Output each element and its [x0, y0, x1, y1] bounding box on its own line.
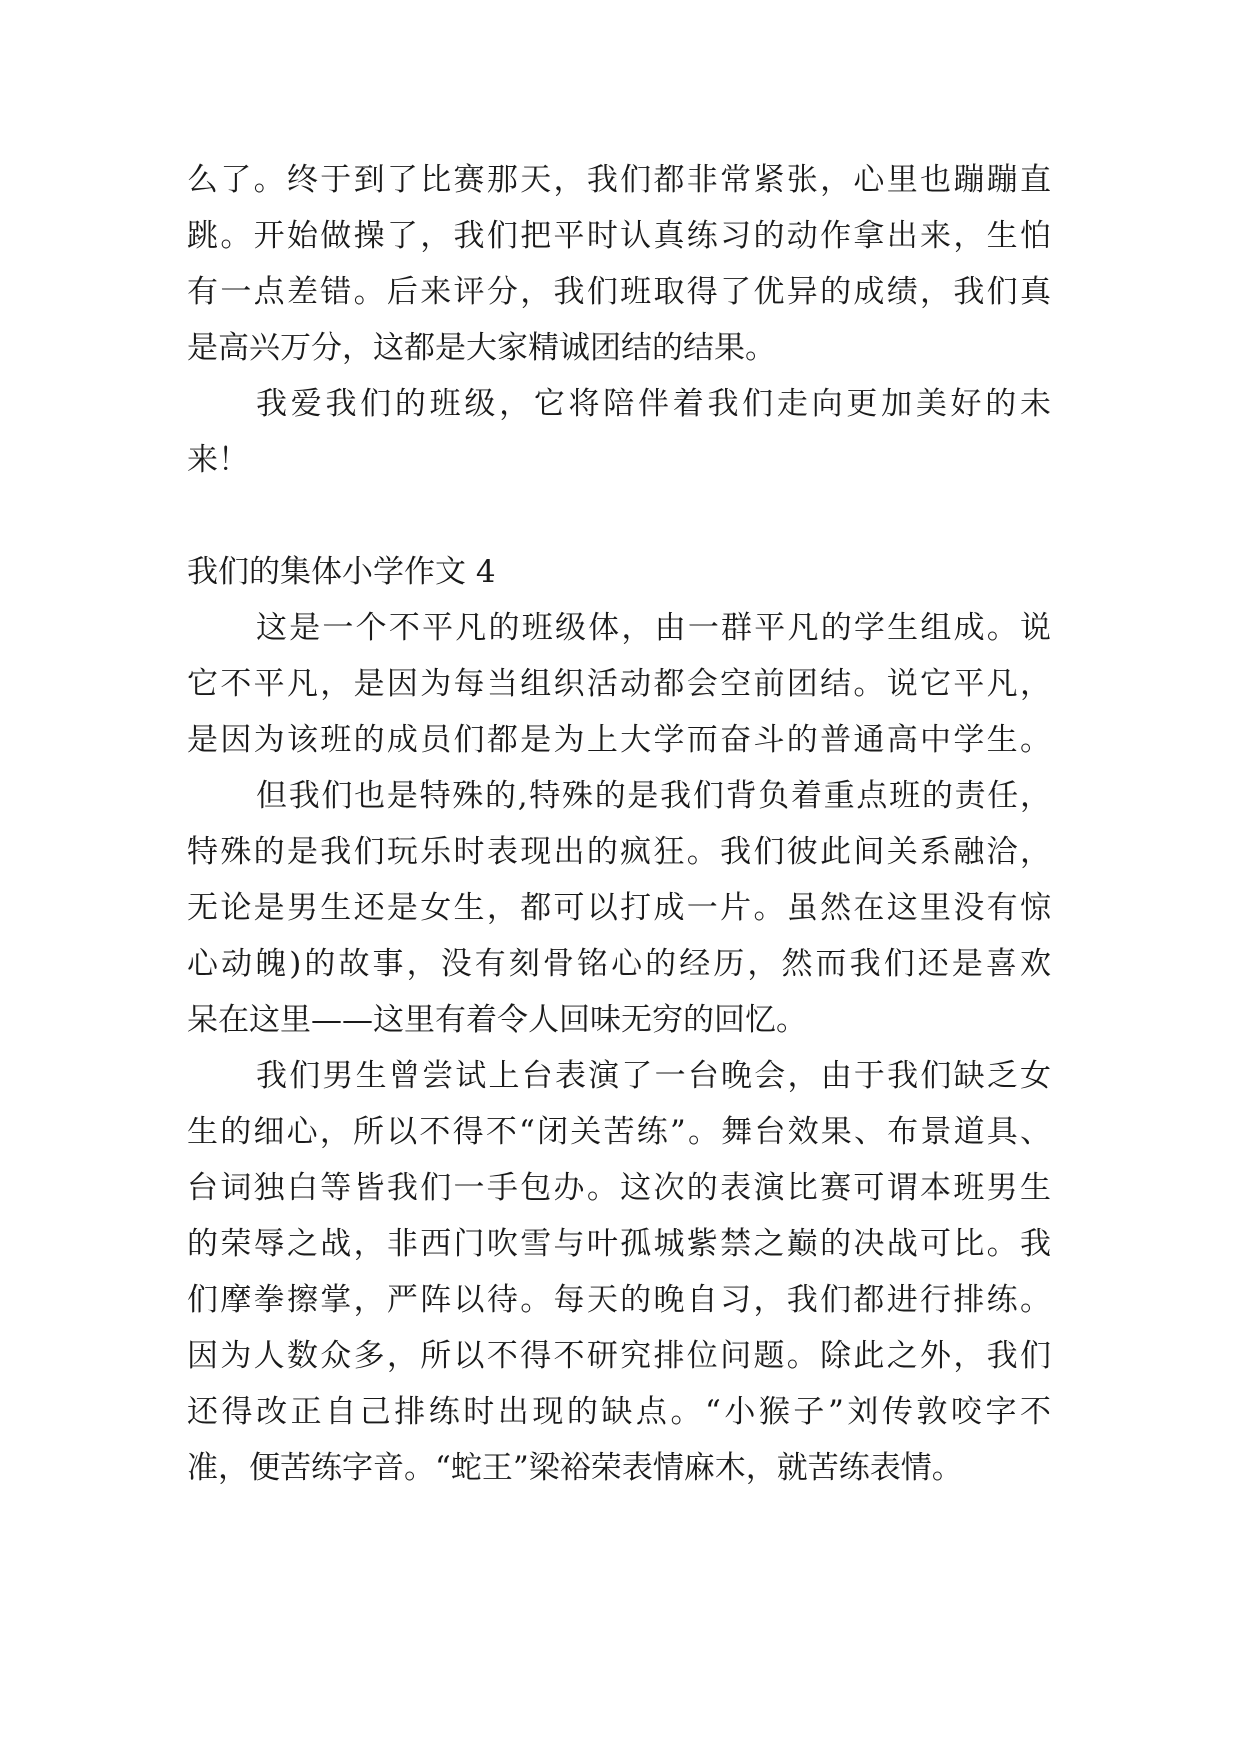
text-line: 心动魄)的故事，没有刻骨铭心的经历，然而我们还是喜欢	[187, 946, 1051, 982]
text-line: 来！	[187, 442, 249, 478]
text-line: 是因为该班的成员们都是为上大学而奋斗的普通高中学生。	[187, 722, 1051, 758]
section-heading: 我们的集体小学作文 4	[187, 554, 496, 590]
text-line: 特殊的是我们玩乐时表现出的疯狂。我们彼此间关系融洽，	[187, 834, 1051, 870]
text-line: 生的细心，所以不得不“闭关苦练”。舞台效果、布景道具、	[187, 1114, 1051, 1150]
text-line: 么了。终于到了比赛那天，我们都非常紧张，心里也蹦蹦直	[187, 162, 1051, 198]
text-line: 我们男生曾尝试上台表演了一台晚会，由于我们缺乏女	[256, 1058, 1051, 1094]
text-line: 我爱我们的班级，它将陪伴着我们走向更加美好的未	[256, 386, 1051, 422]
text-line: 的荣辱之战，非西门吹雪与叶孤城紫禁之巅的决战可比。我	[187, 1226, 1051, 1262]
text-line: 台词独白等皆我们一手包办。这次的表演比赛可谓本班男生	[187, 1170, 1051, 1206]
text-line: 因为人数众多，所以不得不研究排位问题。除此之外，我们	[187, 1338, 1051, 1374]
text-line: 跳。开始做操了，我们把平时认真练习的动作拿出来，生怕	[187, 218, 1051, 254]
text-line: 准，便苦练字音。“蛇王”梁裕荣表情麻木，就苦练表情。	[187, 1450, 963, 1486]
text-line: 们摩拳擦掌，严阵以待。每天的晚自习，我们都进行排练。	[187, 1282, 1051, 1318]
text-line: 无论是男生还是女生，都可以打成一片。虽然在这里没有惊	[187, 890, 1051, 926]
text-line: 这是一个不平凡的班级体，由一群平凡的学生组成。说	[256, 610, 1051, 646]
text-line: 呆在这里——这里有着令人回味无穷的回忆。	[187, 1002, 807, 1038]
text-line: 是高兴万分，这都是大家精诚团结的结果。	[187, 330, 776, 366]
text-line: 还得改正自己排练时出现的缺点。“小猴子”刘传敦咬字不	[187, 1394, 1051, 1430]
text-line: 但我们也是特殊的,特殊的是我们背负着重点班的责任，	[256, 778, 1051, 814]
text-line: 它不平凡，是因为每当组织活动都会空前团结。说它平凡，	[187, 666, 1051, 702]
text-line: 有一点差错。后来评分，我们班取得了优异的成绩，我们真	[187, 274, 1051, 310]
